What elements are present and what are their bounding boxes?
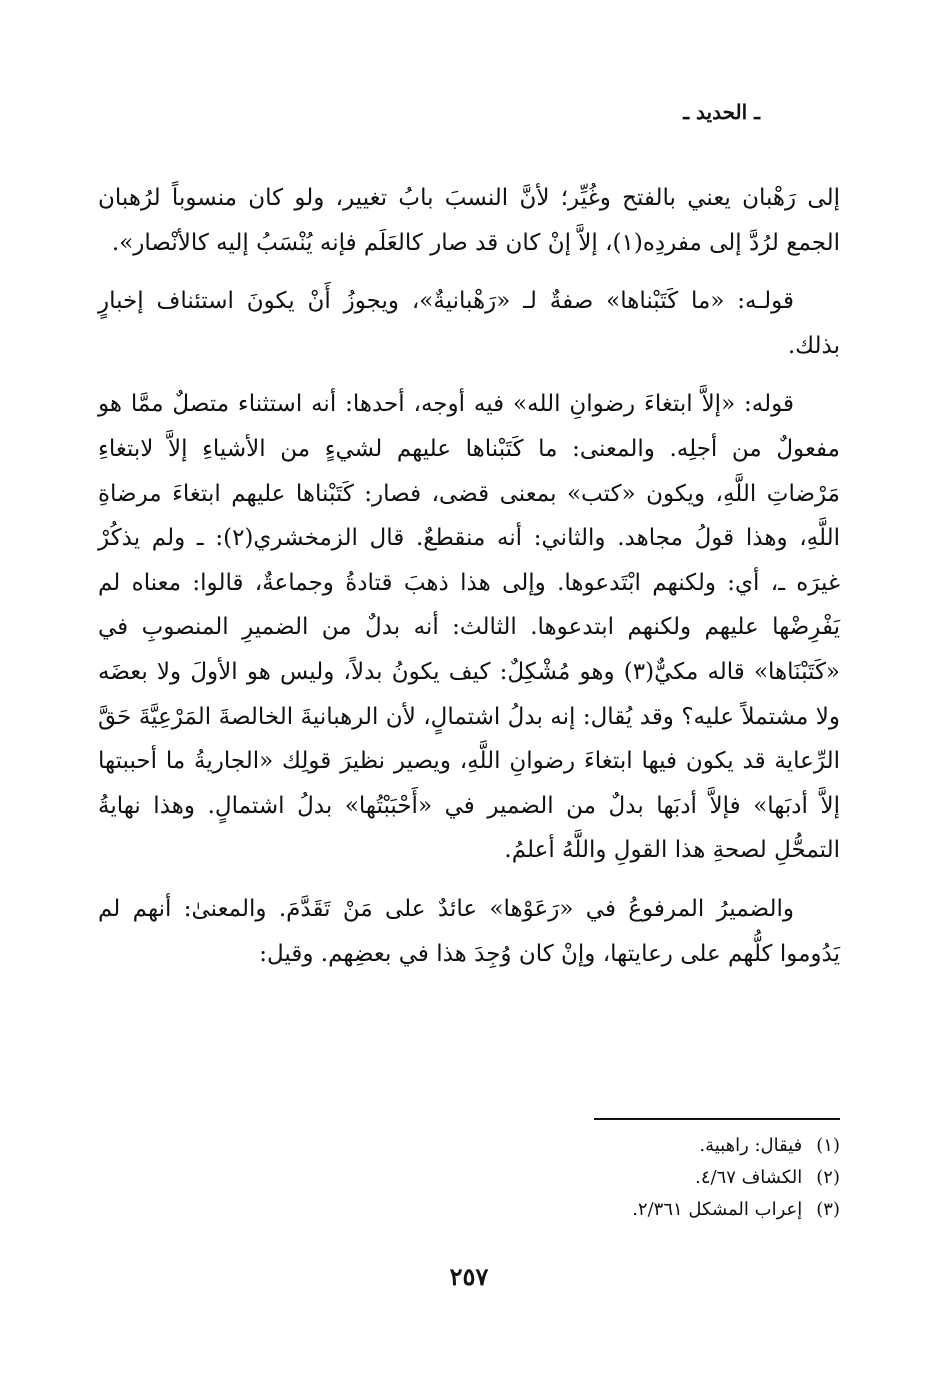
paragraph-raawha: والضميرُ المرفوعُ في «رَعَوْها» عائدٌ على مَنْ تَقَدَّمَ. والمعنىٰ: أنهم لم يَدُوموا كلُّهم على رعايتها، وإنْ كان وُجِدَ هذا في بعضِهم. وقيل: xyxy=(98,895,840,967)
footnote-text: إعراب المشكل ٢/٣٦١. xyxy=(632,1199,803,1220)
footnote-number: (٣) xyxy=(816,1199,840,1220)
footnote-text: الكشاف ٤/٦٧. xyxy=(695,1167,803,1188)
footnote-number: (٢) xyxy=(816,1167,840,1188)
footnote-number: (١) xyxy=(816,1135,840,1156)
footnote-text: فيقال: راهبية. xyxy=(699,1135,803,1156)
paragraph-ma-katabnaha: قولـه: «ما كَتَبْناها» صفةٌ لـ «رَهْبانيةٌ»، ويجوزُ أَنْ يكونَ استئناف إخبارٍ بذلك. xyxy=(98,288,840,359)
footnotes xyxy=(98,1130,840,1226)
paragraph-continuation: إلى رَهْبان يعني بالفتح وغُيِّر؛ لأنَّ النسبَ بابُ تغيير، ولو كان منسوباً لرُهبان الجمع لرُدَّ إلى مفردِه(١)، إلاَّ إنْ كان قد صار كالعَلَم فإنه يُنْسَبُ إليه كالأنْصار». xyxy=(98,185,840,256)
paragraph-illa-ibtighaa: قوله: «إلاَّ ابتغاءَ رضوانِ الله» فيه أوجه، أحدها: أنه استثناء متصلٌ ممَّا هو مفعولٌ من أجلِه. والمعنى: ما كَتَبْناها عليهم لشيءٍ من الأشياءِ إلاَّ لابتغاءِ مَرْضاتِ اللَّهِ، ويكون «كتب» بمعنى قضى، فصار: كَتَبْناها عليهم ابتغاءَ مرضاةِ اللَّهِ، وهذا قولُ مجاهد. والثاني: أنه منقطعٌ. قال الزمخشري(٢): ـ ولم يذكُرْ غيرَه ـ، أي: ولكنهم ابْتَدعوها. وإلى هذا ذهبَ قتادةُ وجماعةٌ، قالوا: معناه لم يَفْرِضْها عليهم ولكنهم ابتدعوها. الثالث: أنه بدلٌ من الضميرِ المنصوبِ في «كَتَبْنَاها» قاله مكيٌّ(٣) وهو مُشْكِلٌ: كيف يكونُ بدلاً، وليس هو الأولَ ولا بعضَه ولا مشتملاً عليه؟ وقد يُقال: إنه بدلُ اشتمالٍ، لأن الرهبانيةَ الخالصةَ المَرْعِيَّةَ حَقَّ الرِّعاية قد يكون فيها ابتغاءَ رضوانِ اللَّهِ، ويصير نظيرَ قولِك «الجاريةُ ما أحببتها إلاَّ أدبَها» فإلاَّ أدبَها بدلٌ من الضمير في «أَحْبَبْتُها» بدلُ اشتمالٍ. وهذا نهايةُ التمحُّلِ لصحةِ هذا القولِ واللَّهُ أعلمُ. xyxy=(98,391,841,864)
footnote-item xyxy=(98,1162,840,1194)
footnote-item xyxy=(98,1130,840,1162)
running-head: ـ الحديد ـ xyxy=(683,100,760,124)
main-text xyxy=(98,176,840,990)
footnote-separator xyxy=(594,1118,840,1120)
footnote-item xyxy=(98,1194,840,1226)
page-number: ٢٥٧ xyxy=(449,1262,489,1291)
